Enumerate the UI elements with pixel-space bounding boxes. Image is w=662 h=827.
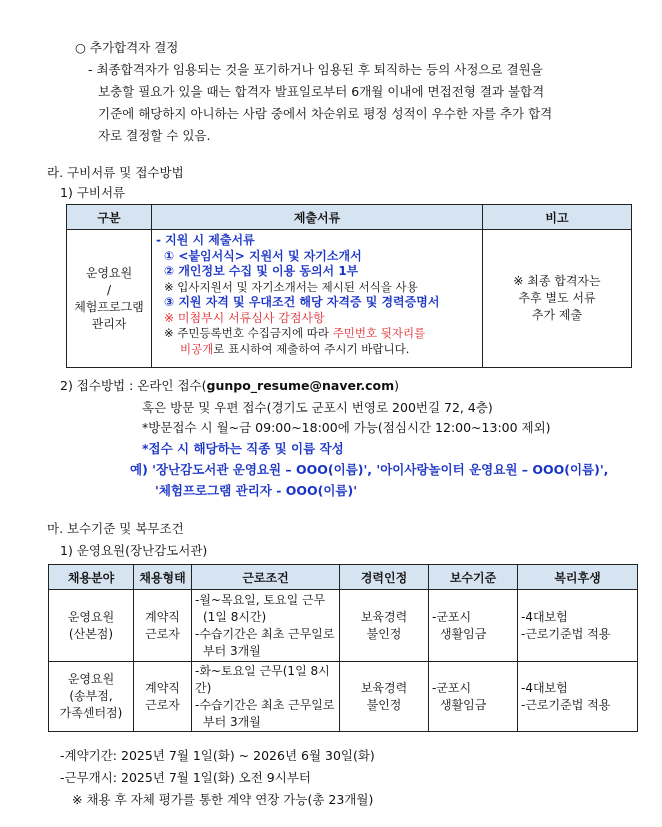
pay-cell: -군포시 생활임금	[429, 590, 518, 662]
conditions-cell: -월~목요일, 토요일 근무 (1일 8시간) -수습기간은 최초 근무일로 부터 3개월	[192, 590, 340, 662]
doc-note-3-cont: 비공개로 표시하여 제출하여 주시기 바랍니다.	[180, 341, 410, 356]
doc-title: - 지원 시 제출서류	[156, 233, 255, 247]
remark-line: ※ 최종 합격자는	[513, 274, 601, 288]
application-method: 2) 접수방법 : 온라인 접수(gunpo_resume@naver.com)	[60, 378, 400, 393]
work-start: -근무개시: 2025년 7월 1일(화) 오전 9시부터	[60, 770, 311, 785]
conditions-cell: -화~토요일 근무(1일 8시간) -수습기간은 최초 근무일로 부터 3개월	[192, 662, 340, 732]
example-line-2: '체험프로그램 관리자 - OOO(이름)'	[155, 483, 358, 498]
write-note: *접수 시 해당하는 직종 및 이름 작성	[142, 441, 344, 456]
doc-item-3: ③ 지원 자격 및 우대조건 해당 자격증 및 경력증명서	[164, 295, 440, 309]
th-remark: 비고	[483, 205, 632, 230]
th-documents: 제출서류	[152, 205, 483, 230]
pay-cell: -군포시 생활임금	[429, 662, 518, 732]
table-row	[49, 590, 638, 662]
type-cell: 계약직 근로자	[134, 662, 192, 732]
doc-note-1: ※ 입사지원서 및 자기소개서는 제시된 서식을 사용	[164, 279, 418, 294]
type-cell: 계약직 근로자	[134, 590, 192, 662]
th-field: 채용분야	[49, 565, 134, 590]
extension-note: ※ 채용 후 자체 평가를 통한 계약 연장 가능(총 23개월)	[72, 792, 374, 807]
additional-line-3: 기준에 해당하지 아니하는 사람 중에서 차순위로 평정 성적이 우수한 자를 추가 합격	[98, 106, 553, 121]
doc-item-1: ① <붙임서식> 지원서 및 자기소개서	[164, 248, 362, 263]
additional-line-1: - 최종합격자가 임용되는 것을 포기하거나 임용된 후 퇴직하는 등의 사정으로 결원을	[88, 62, 543, 77]
example-line-1: 예) '장난감도서관 운영요원 – OOO(이름)', '아이사랑놀이터 운영요원 – OOO(이름)',	[130, 462, 609, 477]
remark-line: 추가 제출	[531, 308, 583, 322]
doc-note-3: ※ 주민등록번호 수집금지에 따라 주민번호 뒷자리를	[164, 326, 426, 340]
contract-period: -계약기간: 2025년 7월 1일(화) ~ 2026년 6월 30일(화)	[60, 748, 375, 763]
additional-line-4: 자로 결정할 수 있음.	[98, 128, 211, 143]
table-row	[49, 662, 638, 732]
section-ma-sub1: 1) 운영요원(장난감도서관)	[60, 543, 208, 558]
additional-heading: ○ 추가합격자 결정	[75, 40, 179, 55]
doc-note-2: ※ 미첨부시 서류심사 감점사항	[164, 310, 325, 325]
field-cell: 운영요원 (산본점)	[49, 590, 134, 662]
visit-hours: *방문접수 시 월~금 09:00~18:00에 가능(점심시간 12:00~13:00 제외)	[142, 420, 551, 435]
email-link[interactable]: gunpo_resume@naver.com	[206, 378, 395, 393]
th-conditions: 근로조건	[192, 565, 340, 590]
category-cell	[67, 230, 152, 368]
career-cell: 보육경력 불인정	[340, 590, 429, 662]
doc-item-2: ② 개인정보 수집 및 이용 동의서 1부	[164, 264, 359, 278]
welfare-cell: -4대보험 -근로기준법 적용	[518, 662, 638, 732]
category-line: 관리자	[91, 316, 127, 331]
th-welfare: 복리후생	[518, 565, 638, 590]
th-career: 경력인정	[340, 565, 429, 590]
pay-table	[48, 564, 638, 732]
th-category: 구분	[67, 205, 152, 230]
field-cell: 운영요원 (송부점, 가족센터점)	[49, 662, 134, 732]
th-type: 채용형태	[134, 565, 192, 590]
category-line: /	[106, 282, 112, 297]
documents-table	[66, 204, 632, 368]
remark-cell	[483, 230, 632, 368]
section-ra-sub1: 1) 구비서류	[60, 185, 126, 200]
category-line: 체험프로그램	[74, 299, 144, 314]
section-ma-heading: 마. 보수기준 및 복무조건	[47, 521, 184, 536]
welfare-cell: -4대보험 -근로기준법 적용	[518, 590, 638, 662]
remark-line: 추후 별도 서류	[518, 291, 596, 305]
documents-cell	[152, 230, 483, 368]
visit-mail: 혹은 방문 및 우편 접수(경기도 군포시 번영로 200번길 72, 4층)	[142, 400, 493, 415]
th-pay: 보수기준	[429, 565, 518, 590]
additional-line-2: 보충할 필요가 있을 때는 합격자 발표일로부터 6개월 이내에 면접전형 결과 불합격	[98, 84, 545, 99]
career-cell: 보육경력 불인정	[340, 662, 429, 732]
category-line: 운영요원	[85, 265, 133, 280]
section-ra-heading: 라. 구비서류 및 접수방법	[47, 165, 184, 180]
